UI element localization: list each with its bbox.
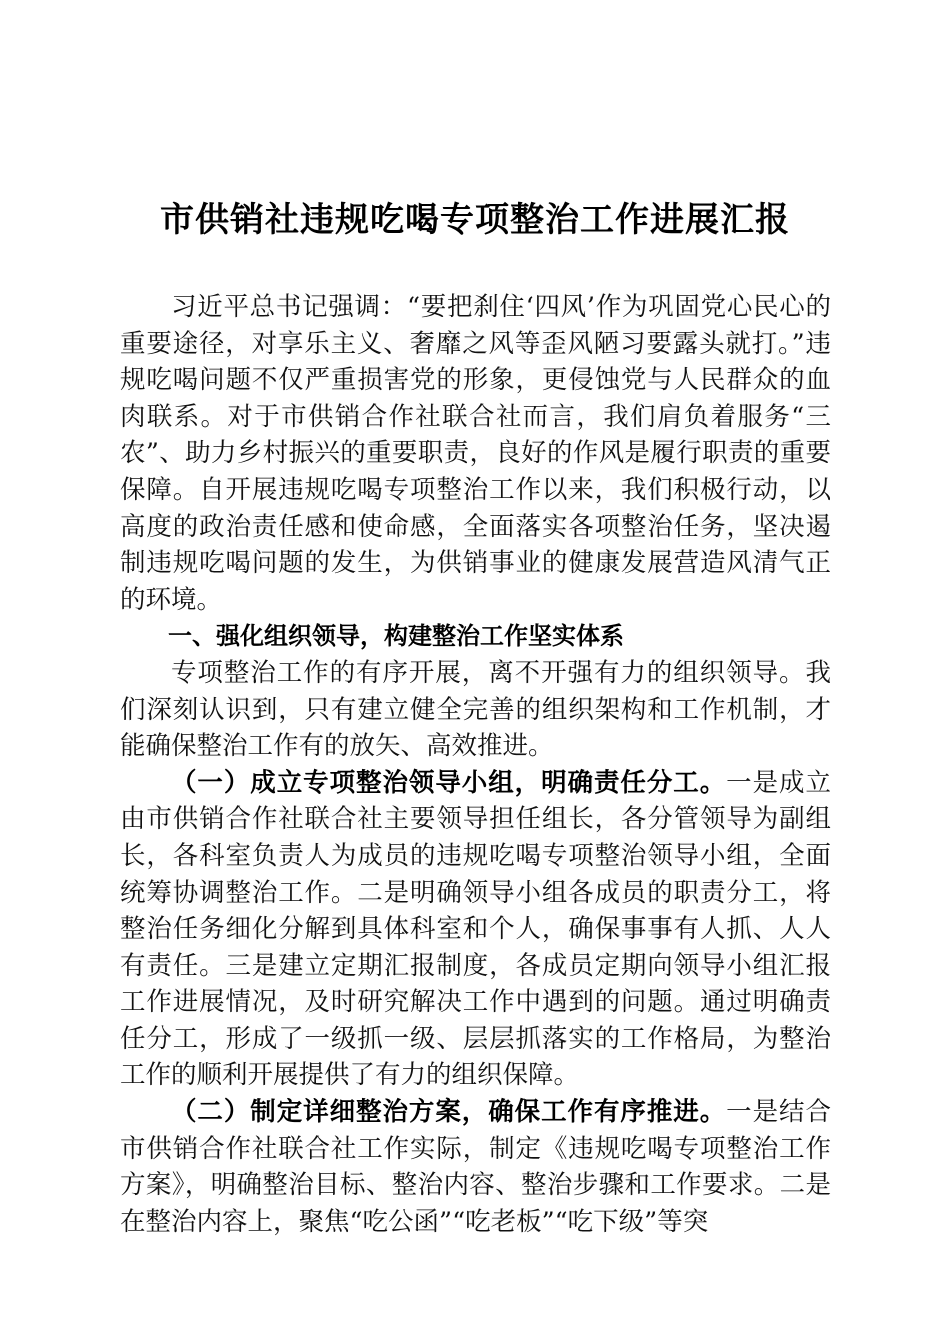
item-text: 一是结合市供销合作社联合社工作实际，制定《违规吃喝专项整治工作方案》，明确整治目标、整治内容、整治步骤和工作要求。二是在整治内容上，聚焦“吃公函”“吃老板”“吃下级”等突 (120, 1097, 831, 1237)
item-title: （二）制定详细整治方案，确保工作有序推进。 (171, 1097, 727, 1128)
item-title: （一）成立专项整治领导小组，明确责任分工。 (171, 767, 727, 798)
section-lead-paragraph: 专项整治工作的有序开展，离不开强有力的组织领导。我们深刻认识到，只有建立健全完善的组织架构和工作机制，才能确保整治工作有的放矢、高效推进。 (120, 657, 831, 762)
section-heading: 一、强化组织领导，构建整治工作坚实体系 (168, 622, 624, 651)
document-body (120, 289, 831, 1240)
document-title: 市供销社违规吃喝专项整治工作进展汇报 (160, 200, 790, 240)
item-text: 一是成立由市供销合作社联合社主要领导担任组长，各分管领导为副组长，各科室负责人为成员的违规吃喝专项整治领导小组，全面统筹协调整治工作。二是明确领导小组各成员的职责分工，将整治任务细化分解到具体科室和个人，确保事事有人抓、人人有责任。三是建立定期汇报制度，各成员定期向领导小组汇报工作进展情况，及时研究解决工作中遇到的问题。通过明确责任分工，形成了一级抓一级、层层抓落实的工作格局，为整治工作的顺利开展提供了有力的组织保障。 (120, 767, 831, 1091)
intro-paragraph: 习近平总书记强调：“要把刹住‘四风’作为巩固党心民心的重要途径，对享乐主义、奢靡之风等歪风陋习要露头就打。”违规吃喝问题不仅严重损害党的形象，更侵蚀党与人民群众的血肉联系。对于市供销合作社联合社而言，我们肩负着服务“三农”、助力乡村振兴的重要职责，良好的作风是履行职责的重要保障。自开展违规吃喝专项整治工作以来，我们积极行动，以高度的政治责任感和使命感，全面落实各项整治任务，坚决遏制违规吃喝问题的发生，为供销事业的健康发展营造风清气正的环境。 (120, 292, 831, 615)
item-paragraph (120, 765, 831, 1094)
item-paragraph (120, 1094, 831, 1240)
